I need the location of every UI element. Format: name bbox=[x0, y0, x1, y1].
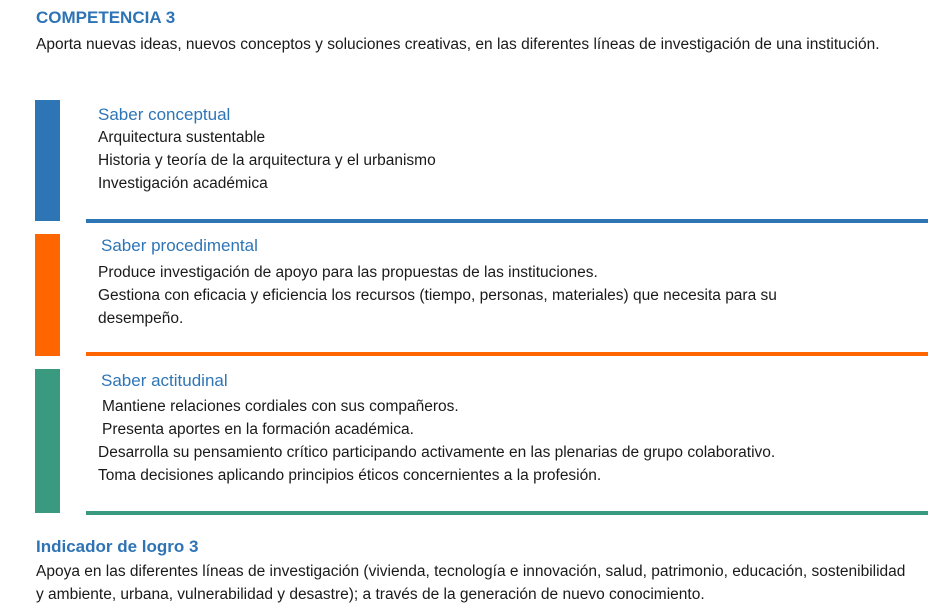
procedimental-item: Gestiona con eficacia y eficiencia los recursos (tiempo, personas, materiales) que necesita para su desempeño. bbox=[98, 287, 777, 327]
competencia-title: COMPETENCIA 3 bbox=[36, 8, 176, 27]
procedimental-color-bar bbox=[35, 234, 60, 356]
conceptual-item: Historia y teoría de la arquitectura y el urbanismo bbox=[98, 152, 436, 169]
competencia-description: Aporta nuevas ideas, nuevos conceptos y soluciones creativas, en las diferentes líneas de investigación de una institución. bbox=[36, 36, 880, 53]
actitudinal-item: Mantiene relaciones cordiales con sus compañeros. bbox=[102, 398, 459, 415]
section-title-procedimental: Saber procedimental bbox=[101, 236, 258, 255]
conceptual-item: Arquitectura sustentable bbox=[98, 129, 266, 146]
actitudinal-item: Desarrolla su pensamiento crítico participando activamente en las plenarias de grupo colaborativo. bbox=[98, 444, 776, 461]
actitudinal-divider bbox=[86, 511, 928, 515]
actitudinal-item: Toma decisiones aplicando principios éticos concernientes a la profesión. bbox=[98, 467, 602, 484]
procedimental-item: Produce investigación de apoyo para las propuestas de las instituciones. bbox=[98, 264, 598, 281]
conceptual-color-bar bbox=[35, 100, 60, 221]
procedimental-divider bbox=[86, 352, 928, 356]
indicador-description: Apoya en las diferentes líneas de investigación (vivienda, tecnología e innovación, salud, patrimonio, educación, sostenibilidad y ambiente, urbana, vulnerabilidad y desastre); a través de la generación de nuevo conocimiento. bbox=[36, 563, 906, 603]
indicador-title: Indicador de logro 3 bbox=[36, 537, 199, 556]
conceptual-item: Investigación académica bbox=[98, 175, 268, 192]
section-title-conceptual: Saber conceptual bbox=[98, 105, 231, 124]
section-title-actitudinal: Saber actitudinal bbox=[101, 371, 228, 390]
actitudinal-color-bar bbox=[35, 369, 60, 513]
actitudinal-item: Presenta aportes en la formación académica. bbox=[102, 421, 414, 438]
conceptual-divider bbox=[86, 219, 928, 223]
